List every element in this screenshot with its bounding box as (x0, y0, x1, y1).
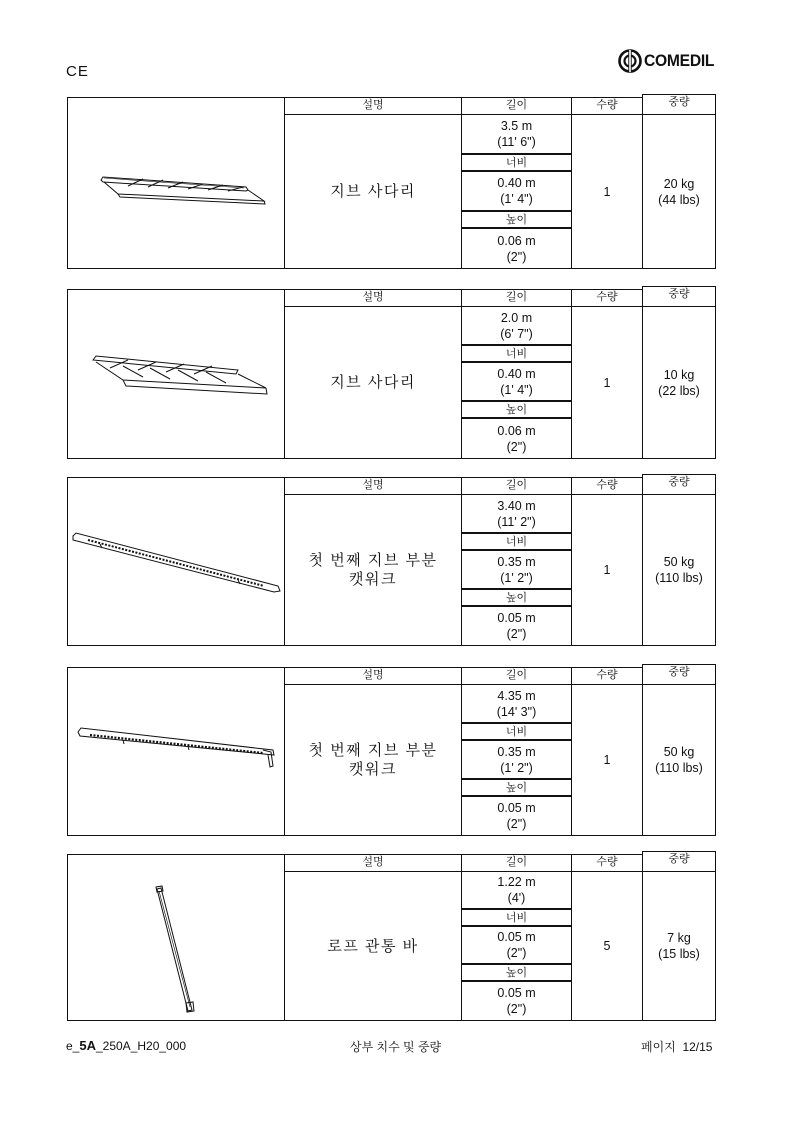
item-description (284, 684, 462, 836)
height-label: 높이 (461, 964, 572, 981)
item-description (284, 871, 462, 1021)
quantity-header: 수량 (571, 854, 643, 871)
width-value: 0.35 m (1' 2") (461, 550, 572, 589)
width-value: 0.35 m (1' 2") (461, 740, 572, 779)
item-name-line1: 지브 사다리 (330, 374, 416, 391)
height-value: 0.05 m (2") (461, 981, 572, 1021)
length-header: 길이 (461, 289, 572, 306)
height-label: 높이 (461, 779, 572, 796)
weight-header: 중량 (642, 286, 716, 306)
weight-value: 20 kg (44 lbs) (642, 114, 716, 269)
description-header: 설명 (284, 667, 462, 684)
weight-value: 10 kg (22 lbs) (642, 306, 716, 459)
quantity-header: 수량 (571, 289, 643, 306)
item-name-line2: 캣워크 (349, 571, 397, 588)
quantity-value: 1 (571, 494, 643, 646)
quantity-header: 수량 (571, 667, 643, 684)
description-header: 설명 (284, 97, 462, 114)
quantity-header: 수량 (571, 97, 643, 114)
description-header: 설명 (284, 854, 462, 871)
page-number: 페이지 12/15 (641, 1040, 713, 1054)
width-label: 너비 (461, 533, 572, 550)
document-code: e_5A_250A_H20_000 (66, 1038, 187, 1053)
width-value: 0.40 m (1' 4") (461, 171, 572, 211)
length-header: 길이 (461, 97, 572, 114)
item-description (284, 494, 462, 646)
length-value: 3.5 m (11' 6") (461, 114, 572, 154)
quantity-value: 5 (571, 871, 643, 1021)
height-label: 높이 (461, 589, 572, 606)
logo-text: COMEDIL (644, 51, 715, 70)
item-image (67, 289, 285, 459)
item-image (67, 667, 285, 836)
height-value: 0.06 m (2") (461, 418, 572, 459)
width-label: 너비 (461, 723, 572, 740)
quantity-value: 1 (571, 306, 643, 459)
quantity-header: 수량 (571, 477, 643, 494)
comedil-logo (618, 49, 720, 73)
weight-value: 7 kg (15 lbs) (642, 871, 716, 1021)
item-block-3 (67, 474, 716, 646)
weight-header: 중량 (642, 94, 716, 114)
quantity-value: 1 (571, 114, 643, 269)
item-image (67, 477, 285, 646)
item-name-line2: 캣워크 (349, 761, 397, 778)
length-header: 길이 (461, 667, 572, 684)
weight-value: 50 kg (110 lbs) (642, 494, 716, 646)
length-value: 1.22 m (4') (461, 871, 572, 909)
item-block-1 (67, 94, 716, 269)
length-value: 3.40 m (11' 2") (461, 494, 572, 533)
item-name-line1: 로프 관통 바 (327, 937, 419, 955)
footer-title: 상부 치수 및 중량 (350, 1040, 442, 1054)
item-block-5 (67, 851, 716, 1021)
quantity-value: 1 (571, 684, 643, 836)
item-block-2 (67, 286, 716, 459)
height-value: 0.05 m (2") (461, 606, 572, 646)
width-value: 0.05 m (2") (461, 926, 572, 964)
ce-mark: CE (66, 63, 89, 80)
item-name-line1: 첫 번째 지브 부분 (308, 742, 438, 759)
weight-header: 중량 (642, 851, 716, 871)
item-name-line1: 첫 번째 지브 부분 (308, 552, 438, 569)
item-image (67, 97, 285, 269)
item-description (284, 114, 462, 269)
weight-header: 중량 (642, 474, 716, 494)
height-label: 높이 (461, 211, 572, 228)
comedil-logo-icon (618, 49, 642, 73)
length-value: 2.0 m (6' 7") (461, 306, 572, 345)
height-value: 0.05 m (2") (461, 796, 572, 836)
weight-header: 중량 (642, 664, 716, 684)
height-value: 0.06 m (2") (461, 228, 572, 269)
length-header: 길이 (461, 477, 572, 494)
description-header: 설명 (284, 477, 462, 494)
item-block-4 (67, 664, 716, 836)
item-description (284, 306, 462, 459)
item-name-line1: 지브 사다리 (330, 183, 416, 200)
width-value: 0.40 m (1' 4") (461, 362, 572, 401)
height-label: 높이 (461, 401, 572, 418)
width-label: 너비 (461, 154, 572, 171)
description-header: 설명 (284, 289, 462, 306)
width-label: 너비 (461, 909, 572, 926)
length-value: 4.35 m (14' 3") (461, 684, 572, 723)
width-label: 너비 (461, 345, 572, 362)
item-image (67, 854, 285, 1021)
length-header: 길이 (461, 854, 572, 871)
weight-value: 50 kg (110 lbs) (642, 684, 716, 836)
